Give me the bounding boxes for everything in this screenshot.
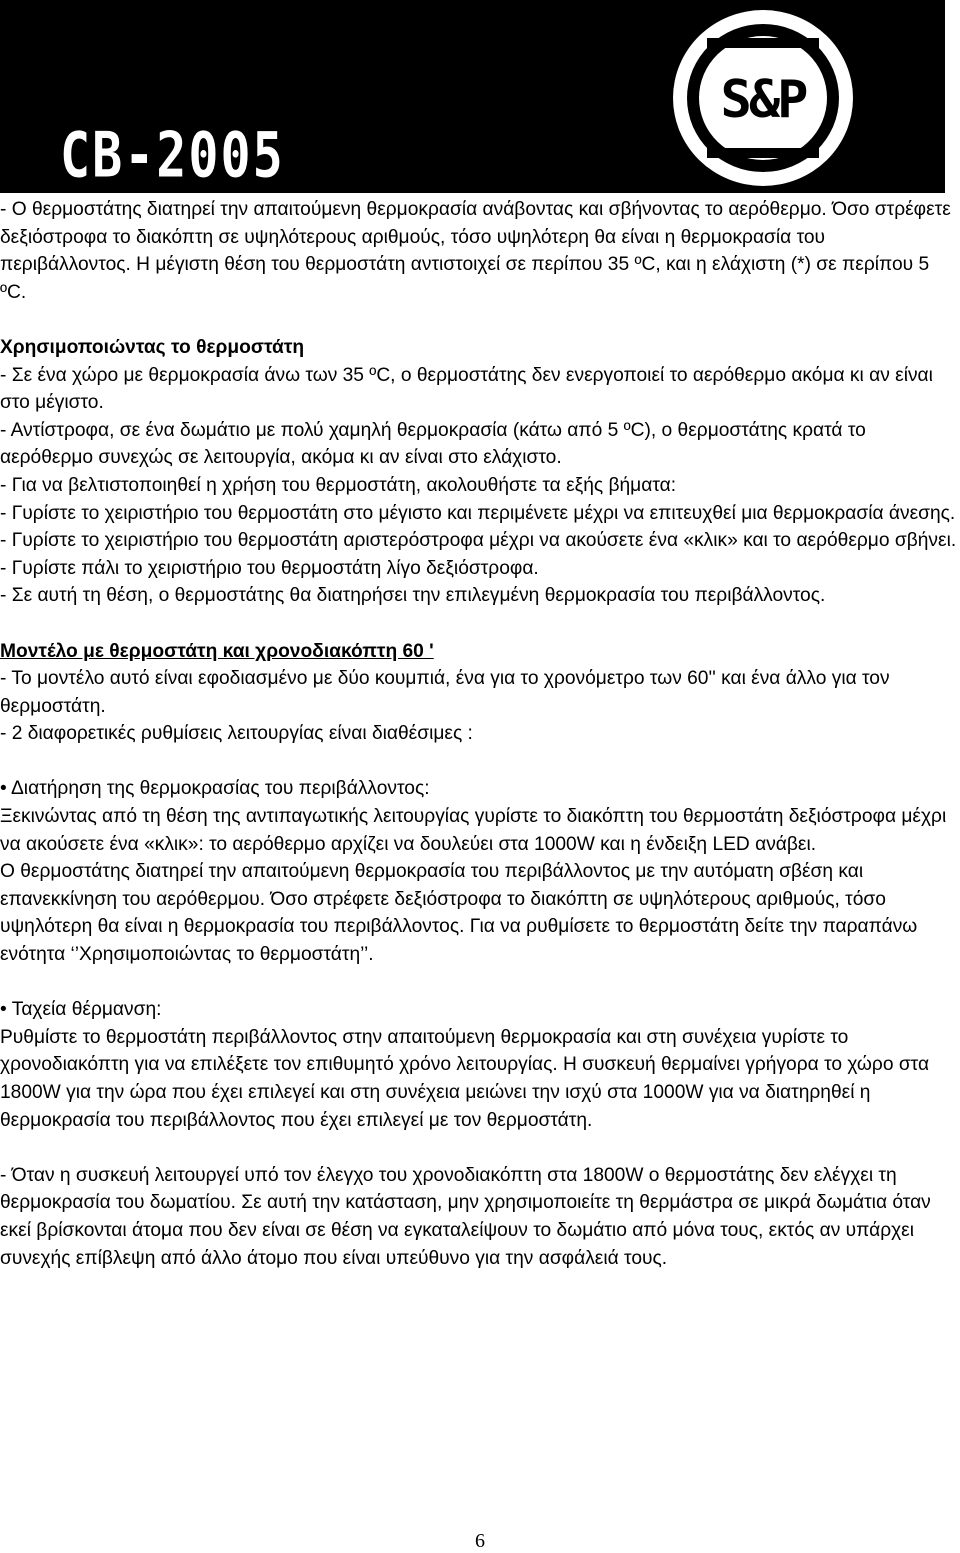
step-turn-clockwise: - Γυρίστε πάλι το χειριστήριο του θερμοστάτη λίγο δεξιόστροφα. xyxy=(0,557,539,579)
sp-logo xyxy=(667,5,859,191)
page-body xyxy=(0,196,960,1272)
spacer xyxy=(0,1134,960,1162)
section-heading-using-thermostat: Χρησιμοποιώντας το θερμοστάτη xyxy=(0,336,305,358)
page-number: 6 xyxy=(475,1530,485,1552)
thermostat-intro-paragraph: - Ο θερμοστάτης διατηρεί την απαιτούμενη θερμοκρασία ανάβοντας και σβήνοντας το αερόθερμο. Όσο στρέφετε δεξιόστροφα το διακόπτη σε υψηλότερους αριθμούς, τόσο υψηλότερη θα είναι η θερμοκρασία του περιβάλλοντος. Η μέγιστη θέση του θερμοστάτη αντιστοιχεί σε περίπου 35 ºC, και η ελάχιστη (*) σε περίπου 5 ºC. xyxy=(0,199,951,303)
bullet-maintain-temperature: • Διατήρηση της θερμοκρασίας του περιβάλλοντος: xyxy=(0,778,430,800)
spacer xyxy=(0,306,960,334)
paragraph-two-modes: - 2 διαφορετικές ρυθμίσεις λειτουργίας είναι διαθέσιμες : xyxy=(0,723,473,745)
bullet-rapid-heating: • Ταχεία θέρμανση: xyxy=(0,999,162,1021)
paragraph-below-5c: - Αντίστροφα, σε ένα δωμάτιο με πολύ χαμηλή θερμοκρασία (κάτω από 5 ºC), ο θερμοστάτης κρατά το αερόθερμο συνεχώς σε λειτουργία, ακόμα κι αν είναι στο ελάχιστο. xyxy=(0,419,866,469)
paragraph-thermostat-maintains: Ο θερμοστάτης διατηρεί την απαιτούμενη θερμοκρασία του περιβάλλοντος με την αυτόματη σβέση και επανεκκίνηση του αερόθερμου. Όσο στρέφετε δεξιόστροφα το διακόπτη σε υψηλότερους αριθμούς, τόσο υψηλότερη θα είναι η θερμοκρασία του περιβάλλοντος. Για να ρυθμίσετε το θερμοστάτη δείτε την παραπάνω ενότητα ‘’Χρησιμοποιώντας το θερμοστάτη’’. xyxy=(0,861,918,966)
paragraph-safety-warning: - Όταν η συσκευή λειτουργεί υπό τον έλεγχο του χρονοδιακόπτη στα 1800W ο θερμοστάτης δεν ελέγχει τη θερμοκρασία του δωματίου. Σε αυτή την κατάσταση, μην χρησιμοποιείτε τη θερμάστρα σε μικρά δωμάτια όταν εκεί βρίσκονται άτομα που δεν είναι σε θέση να εγκαταλείψουν το δωμάτιο από μόνα τους, εκτός αν υπάρχει συνεχής επίβλεψη από άλλο άτομο που είναι υπεύθυνο για την ασφάλειά τους. xyxy=(0,1164,931,1269)
spacer xyxy=(0,610,960,638)
paragraph-antifreeze-start: Ξεκινώντας από τη θέση της αντιπαγωτικής λειτουργίας γυρίστε το διακόπτη του θερμοστάτη δεξιόστροφα μέχρι να ακούσετε ένα «κλικ»: το αερόθερμο αρχίζει να δουλεύει στα 1000W και η ένδειξη LED ανάβει. xyxy=(0,806,947,855)
spacer xyxy=(0,748,960,776)
model-title: CB-2005 xyxy=(60,119,285,192)
section-heading-timer-model: Μοντέλο με θερμοστάτη και χρονοδιακόπτη 60 ' xyxy=(0,640,434,662)
step-turn-until-click: - Γυρίστε το χειριστήριο του θερμοστάτη αριστερόστροφα μέχρι να ακούσετε ένα «κλικ» και το αερόθερμο σβήνει. xyxy=(0,530,957,552)
spacer xyxy=(0,969,960,997)
paragraph-above-35c: - Σε ένα χώρο με θερμοκρασία άνω των 35 ºC, ο θερμοστάτης δεν ενεργοποιεί το αερόθερμο ακόμα κι αν είναι στο μέγιστο. xyxy=(0,364,933,414)
paragraph-two-buttons: - Το μοντέλο αυτό είναι εφοδιασμένο με δύο κουμπιά, ένα για το χρονόμετρο των 60'' και ένα άλλο για τον θερμοστάτη. xyxy=(0,668,890,717)
step-turn-to-max: - Γυρίστε το χειριστήριο του θερμοστάτη στο μέγιστο και περιμένετε μέχρι να επιτευχθεί μια θερμοκρασία άνεσης. xyxy=(0,502,956,524)
paragraph-rapid-heating: Ρυθμίστε το θερμοστάτη περιβάλλοντος στην απαιτούμενη θερμοκρασία και στη συνέχεια γυρίστε το χρονοδιακόπτη για να επιλέξετε τον επιθυμητό χρόνο λειτουργίας. Η συσκευή θερμαίνει γρήγορα το χώρο στα 1800W για την ώρα που έχει επιλεγεί και στη συνέχεια μειώνει την ισχύ στα 1000W για να διατηρηθεί η θερμοκρασία του περιβάλλοντος που έχει επιλεγεί με τον θερμοστάτη. xyxy=(0,1026,930,1131)
paragraph-optimize-steps: - Για να βελτιστοποιηθεί η χρήση του θερμοστάτη, ακολουθήστε τα εξής βήματα: xyxy=(0,474,677,496)
header-banner xyxy=(0,0,945,193)
step-maintain-temperature: - Σε αυτή τη θέση, ο θερμοστάτης θα διατηρήσει την επιλεγμένη θερμοκρασία του περιβάλλοντος. xyxy=(0,585,826,607)
svg-text:S&P: S&P xyxy=(720,70,806,130)
